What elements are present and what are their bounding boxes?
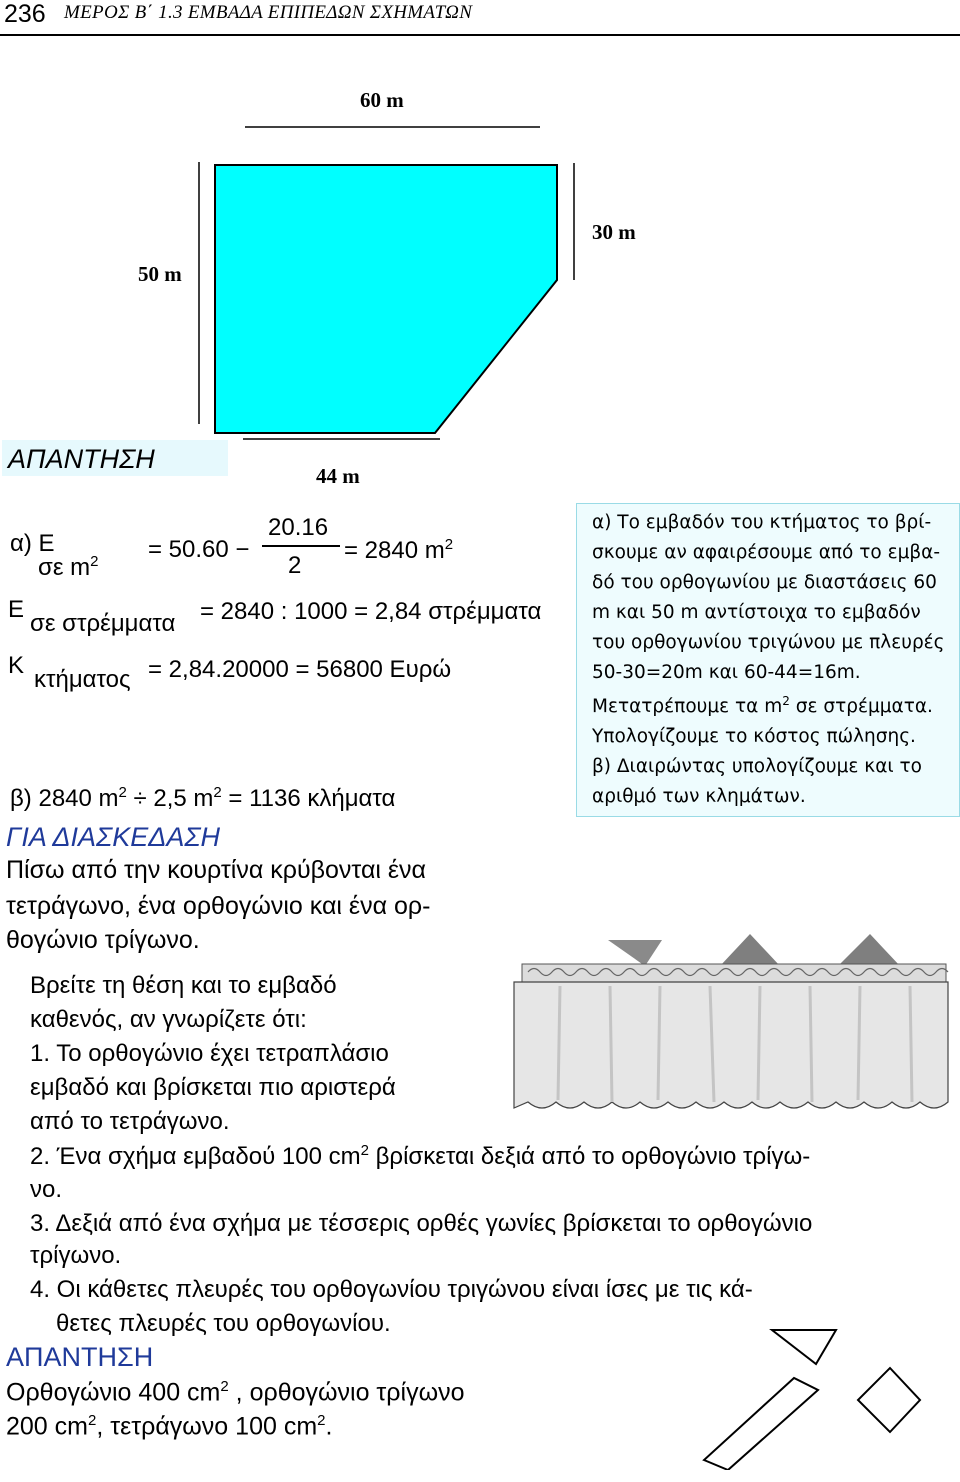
fun-intro-line: θογώνιο τρίγωνο. (6, 926, 200, 954)
explanation-line: του ορθογωνίου τριγώνου με πλευρές (592, 632, 945, 653)
running-title: ΜΕΡΟΣ Β΄ 1.3 ΕΜΒΑΔΑ ΕΠΙΠΕΔΩΝ ΣΧΗΜΑΤΩΝ (64, 2, 473, 23)
shapes-illustration (520, 1300, 960, 1470)
eq-k-subscript: κτήματος (34, 666, 131, 693)
hidden-triangle-right (838, 934, 900, 966)
rectangle-shape (704, 1378, 818, 1470)
curtain-fabric (514, 982, 948, 1108)
explanation-line: Υπολογίζουμε το κόστος πώλησης. (592, 726, 916, 747)
fun-clue-2-cont: νο. (30, 1176, 63, 1203)
answer-heading: ΑΠΑΝΤΗΣΗ (8, 444, 155, 474)
square-shape (858, 1368, 920, 1432)
eq-k-letter: Κ (8, 652, 25, 679)
dimension-right: 30 m (592, 220, 636, 244)
explanation-line: β) Διαιρώντας υπολογίζουμε και το (592, 756, 922, 777)
fun-question-line: καθενός, αν γνωρίζετε ότι: (30, 1006, 307, 1033)
explanation-line: m και 50 m αντίστοιχα το εμβαδόν (592, 602, 921, 623)
explanation-line: Μετατρέπουμε τα $m^2$ σε στρέμματα. (592, 694, 933, 718)
fun-question-line: Βρείτε τη θέση και το εμβαδό (30, 972, 337, 999)
answer-2-line-2: 200 $cm^2$, τετράγωνο 100 $cm^2$. (6, 1412, 333, 1441)
fun-clue-4: 4. Οι κάθετες πλευρές του ορθογωνίου τριγώνου είναι ίσες με τις κά- (30, 1276, 753, 1303)
answer-heading-2: ΑΠΑΝΤΗΣΗ (6, 1342, 154, 1372)
hidden-triangle-middle (720, 934, 780, 966)
fun-intro-line: Πίσω από την κουρτίνα κρύβονται ένα (6, 856, 426, 884)
eq-e-letter: Ε (8, 596, 25, 623)
explanation-line: σκουμε αν αφαιρέσουμε από το εμβα- (592, 542, 941, 563)
fun-clue-2: 2. Ένα σχήμα εμβαδού 100 $cm^2$ βρίσκεται δεξιά από το ορθογώνιο τρίγω- (30, 1142, 811, 1170)
answer-2-line-1: Ορθογώνιο 400 $cm^2$ , ορθογώνιο τρίγωνο (6, 1378, 465, 1407)
explanation-line: 50-30=20m και 60-44=16m. (592, 662, 861, 683)
eq-a-frac-bar (262, 545, 340, 547)
fun-clue-4-cont: θετες πλευρές του ορθογωνίου. (56, 1310, 391, 1337)
eq-a-part1: = 50.60 − (148, 536, 250, 563)
fun-clue-3-cont: τρίγωνο. (30, 1242, 122, 1269)
dimension-left: 50 m (138, 262, 182, 286)
dimension-bottom: 44 m (316, 464, 360, 488)
eq-a-frac-den: 2 (288, 552, 302, 579)
eq-a-frac-num: 20.16 (268, 514, 329, 541)
dimension-top: 60 m (360, 88, 404, 112)
eq-e-subscript: σε στρέμματα (30, 610, 176, 637)
fun-heading: ΓΙΑ ΔΙΑΣΚΕΔΑΣΗ (6, 822, 221, 852)
land-plot-shape (215, 165, 557, 433)
fun-question-line: από το τετράγωνο. (30, 1108, 230, 1135)
explanation-line: δό του ορθογωνίου με διαστάσεις 60 (592, 572, 937, 593)
curtain-rod (522, 964, 946, 982)
eq-a-subscript: σε $m^2$ (38, 553, 99, 581)
eq-a-result: = 2840 $m^2$ (344, 536, 454, 564)
eq-e-value: = 2840 : 1000 = 2,84 στρέμματα (200, 598, 542, 625)
explanation-line: α) Το εμβαδόν του κτήματος το βρί- (592, 512, 932, 533)
explanation-line: αριθμό των κλημάτων. (592, 786, 806, 807)
right-triangle-shape (772, 1330, 836, 1364)
hidden-triangle-left (608, 940, 662, 966)
eq-b: β) 2840 $m^2 \div 2,5$ $m^2 = 1136$ κλήματα (10, 784, 396, 812)
fun-intro-line: τετράγωνο, ένα ορθογώνιο και ένα ορ- (6, 892, 431, 920)
page-number: 236 (4, 0, 46, 28)
eq-a-prefix: α) Ε (10, 530, 55, 557)
curtain-illustration (500, 920, 960, 1130)
fun-question-line: εμβαδό και βρίσκεται πιο αριστερά (30, 1074, 396, 1101)
fun-question-line: 1. Το ορθογώνιο έχει τετραπλάσιο (30, 1040, 389, 1067)
eq-k-value: = 2,84.20000 = 56800 Ευρώ (148, 656, 452, 683)
fun-clue-3: 3. Δεξιά από ένα σχήμα με τέσσερις ορθές γωνίες βρίσκεται το ορθογώνιο (30, 1210, 813, 1237)
